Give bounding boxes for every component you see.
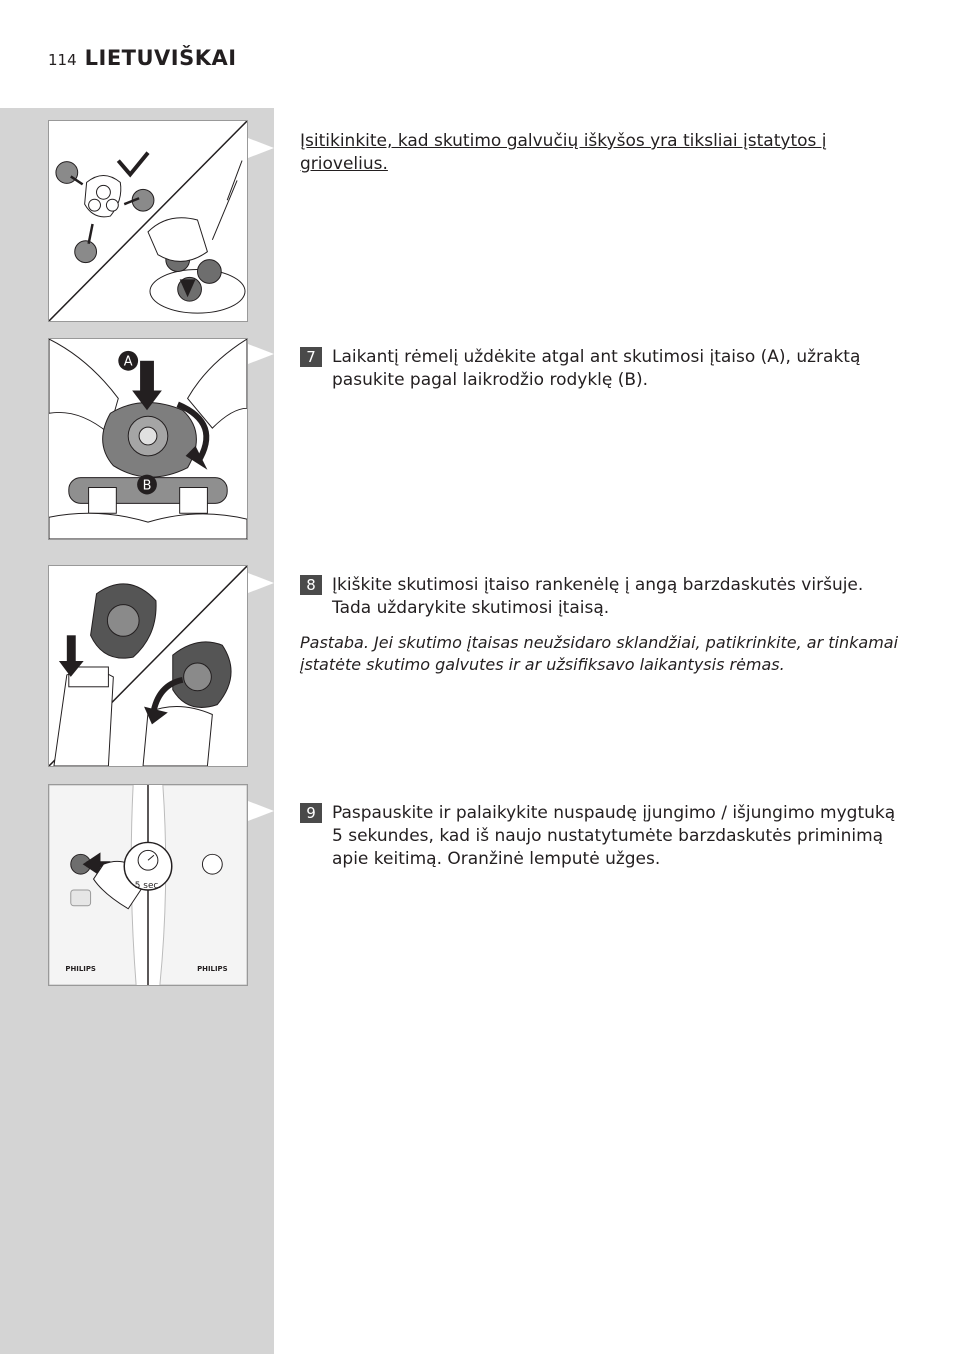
step-7 xyxy=(300,346,900,392)
timer-label: 5 sec. xyxy=(134,880,162,891)
step-text: Laikantį rėmelį uždėkite atgal ant skutimosi įtaiso (A), užraktą pasukite pagal laikrodžio rodyklę (B). xyxy=(332,347,861,390)
step-9 xyxy=(300,802,900,871)
step-number-badge: 8 xyxy=(300,575,322,595)
retaining-frame-illustration xyxy=(49,339,247,539)
shaving-heads-notches-figure xyxy=(48,120,248,322)
reset-reminder-figure xyxy=(48,784,248,986)
page-header xyxy=(48,46,237,70)
step-8 xyxy=(300,574,900,676)
label-a: A xyxy=(123,354,133,370)
shaver-buttons-illustration xyxy=(49,785,247,985)
step-text: Įkiškite skutimosi įtaiso rankenėlę į angą barzdaskutės viršuje. Tada uždarykite skutimosi įtaisą. xyxy=(332,575,864,618)
retaining-frame-figure xyxy=(48,338,248,540)
figure-pointer xyxy=(248,138,274,158)
step-number-badge: 7 xyxy=(300,347,322,367)
shaving-unit-illustration xyxy=(49,566,247,766)
figure-pointer xyxy=(248,344,274,364)
brand-logo-right: PHILIPS xyxy=(197,965,228,974)
step-text: Paspauskite ir palaikykite nuspaudę įjungimo / išjungimo mygtuką 5 sekundes, kad iš naujo nustatytumėte barzdaskutės priminimą apie keitimą. Oranžinė lemputė užges. xyxy=(332,803,896,869)
brand-logo-left: PHILIPS xyxy=(65,965,96,974)
intro-instruction xyxy=(300,130,900,176)
figure-pointer xyxy=(248,801,274,821)
language-title: LIETUVIŠKAI xyxy=(84,46,237,70)
intro-text: Įsitikinkite, kad skutimo galvučių iškyšos yra tiksliai įstatytos į griovelius. xyxy=(300,131,827,174)
shaving-heads-illustration xyxy=(49,121,247,321)
page-number: 114 xyxy=(48,51,77,69)
close-shaving-unit-figure xyxy=(48,565,248,767)
step-number-badge: 9 xyxy=(300,803,322,823)
figure-pointer xyxy=(248,573,274,593)
label-b: B xyxy=(142,478,152,494)
note-text: Pastaba. Jei skutimo įtaisas neužsidaro sklandžiai, patikrinkite, ar tinkamai įstatėte skutimo galvutes ir ar užsifiksavo laikantysis rėmas. xyxy=(300,633,899,674)
